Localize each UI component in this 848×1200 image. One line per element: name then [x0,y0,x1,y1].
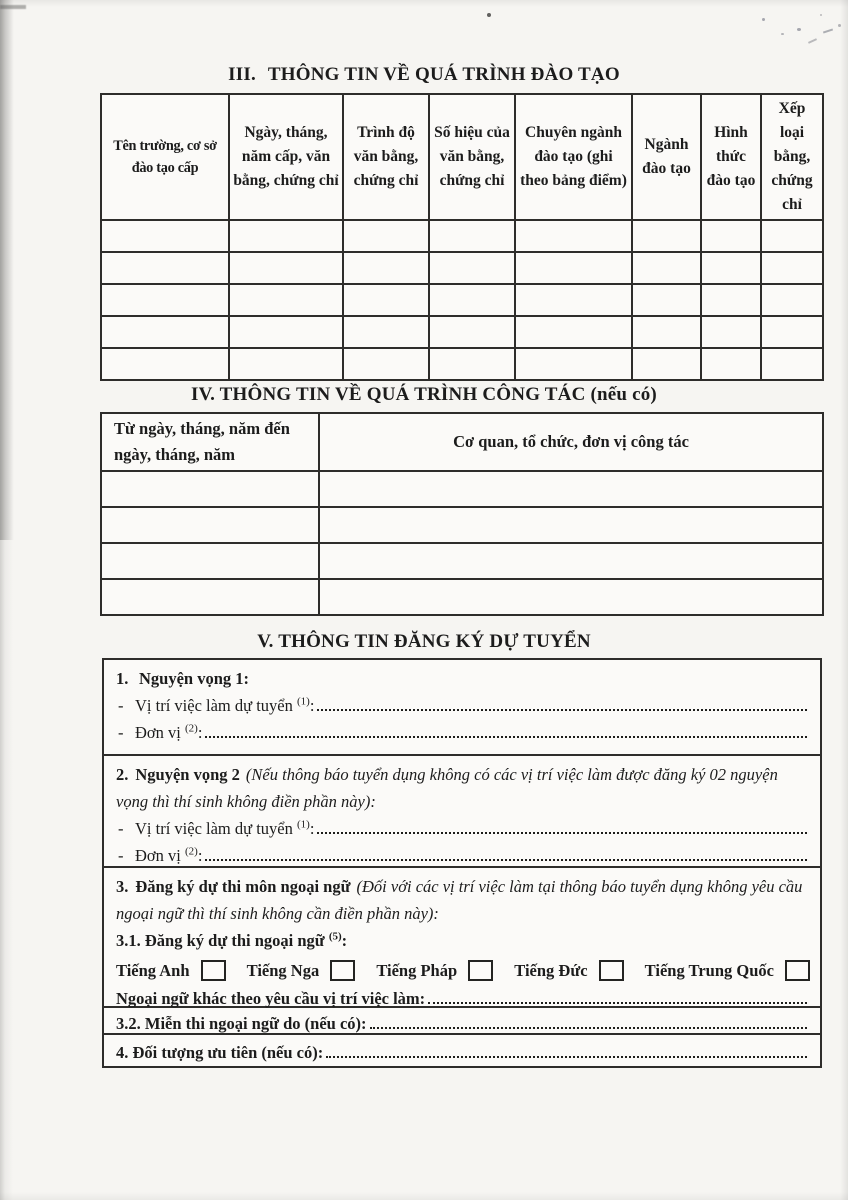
empty-cell [429,316,515,348]
empty-cell [101,348,229,380]
empty-cell [343,316,429,348]
empty-cell [761,316,823,348]
education-empty-row [101,348,823,380]
education-col-degree-level: Trình độ văn bằng, chứng chỉ [343,94,429,220]
section3-title-number: III. [228,64,256,85]
empty-cell [229,252,343,284]
empty-cell [101,543,319,579]
work-col-organization: Cơ quan, tổ chức, đơn vị công tác [319,413,823,471]
empty-cell [229,284,343,316]
work-empty-row [101,471,823,507]
registration-info-box [102,658,822,1068]
education-col-major: Chuyên ngành đào tạo (ghi theo bảng điểm) [515,94,632,220]
checkbox-english [201,960,226,981]
empty-cell [429,252,515,284]
work-empty-row [101,507,823,543]
empty-cell [701,284,761,316]
work-empty-row [101,543,823,579]
empty-cell [632,316,701,348]
footnote-ref-1: (1) [297,818,310,831]
work-col-period: Từ ngày, tháng, năm đến ngày, tháng, năm [101,413,319,471]
item-number: 2. [116,765,129,784]
position-field-line [116,815,810,842]
language-exemption-section [104,1006,820,1033]
language-checkbox-row [116,955,810,985]
language-option-french: Tiếng Pháp [376,956,493,985]
item-heading: Nguyện vọng 2 [135,765,240,784]
unit-field-label: Đơn vị $^{(2)}$: [135,722,203,742]
empty-cell [343,284,429,316]
checkbox-russian [330,960,355,981]
education-empty-row [101,316,823,348]
empty-cell [319,543,823,579]
language-option-chinese: Tiếng Trung Quốc [645,956,810,985]
pencil-mark [781,33,784,35]
empty-cell [515,252,632,284]
empty-cell [101,579,319,615]
dotted-fill-line [428,1002,807,1004]
empty-cell [701,252,761,284]
other-language-label: Ngoại ngữ khác theo yêu cầu vị trí việc làm: [116,989,426,1008]
empty-cell [343,348,429,380]
section4-title: IV. THÔNG TIN VỀ QUÁ TRÌNH CÔNG TÁC (nếu có) [191,384,657,405]
priority-line [116,1039,810,1066]
aspiration2-heading [116,761,810,815]
education-empty-row [101,284,823,316]
checkbox-french [468,960,493,981]
empty-cell [761,348,823,380]
dotted-fill-line [326,1056,807,1058]
dotted-fill-line [205,859,807,861]
pencil-mark [797,28,801,31]
education-history-table [100,93,824,381]
empty-cell [515,220,632,252]
item-note: (Đối với các vị trí việc làm tại thông báo tuyển dụng không yêu cầu ngoại ngữ thì thí sinh không cần điền phần này): [116,877,803,923]
education-empty-row [101,220,823,252]
footnote-ref-2: (2) [184,722,198,735]
empty-cell [515,316,632,348]
footnote-ref-1: (1) [297,695,310,708]
empty-cell [701,316,761,348]
aspiration2-section [104,754,820,866]
item-note: (Nếu thông báo tuyển dụng không có các vị trí việc làm được đăng ký 02 nguyện vọng thì thí sinh không điền phần này): [116,765,778,811]
empty-cell [761,284,823,316]
pencil-mark [762,18,765,21]
empty-cell [101,316,229,348]
position-field-label: Vị trí việc làm dự tuyển $^{(1)}$: [135,695,315,715]
empty-cell [101,284,229,316]
pencil-mark [838,24,841,27]
education-col-training-form: Hình thức đào tạo [701,94,761,220]
work-header-row [101,413,823,471]
language-option-russian: Tiếng Nga [247,956,356,985]
checkbox-chinese [785,960,810,981]
empty-cell [101,471,319,507]
pencil-mark [820,14,822,16]
empty-cell [515,348,632,380]
language-register-line [116,927,810,954]
empty-cell [101,252,229,284]
priority-label: 4. Đối tượng ưu tiên (nếu có): [116,1043,324,1062]
education-col-degree-number: Số hiệu của văn bằng, chứng chỉ [429,94,515,220]
empty-cell [429,220,515,252]
empty-cell [632,220,701,252]
dash-bullet: - [118,846,124,865]
empty-cell [101,220,229,252]
dotted-fill-line [370,1027,807,1029]
education-header-row [101,94,823,220]
priority-section [104,1033,820,1066]
language-exemption-label: 3.2. Miễn thi ngoại ngữ do (nếu có): [116,1014,367,1033]
empty-cell [319,507,823,543]
scan-artifact [0,5,26,9]
section3-title [0,62,848,88]
empty-cell [701,220,761,252]
empty-cell [229,348,343,380]
scan-artifact [487,13,491,17]
aspiration1-heading [116,665,810,692]
position-field-label: Vị trí việc làm dự tuyển $^{(1)}$: [135,818,315,838]
pencil-mark [823,29,833,34]
work-history-table [100,412,824,616]
unit-field-line [116,719,810,746]
pencil-mark [808,38,817,44]
education-col-school: Tên trường, cơ sở đào tạo cấp [101,94,229,220]
item-heading: Đăng ký dự thi môn ngoại ngữ [135,877,351,896]
empty-cell [761,220,823,252]
language-option-german: Tiếng Đức [514,956,623,985]
empty-cell [632,284,701,316]
position-field-line [116,692,810,719]
empty-cell [429,348,515,380]
empty-cell [319,471,823,507]
empty-cell [701,348,761,380]
dash-bullet: - [118,819,124,838]
empty-cell [101,507,319,543]
empty-cell [632,348,701,380]
item-number: 3. [116,877,129,896]
section3-title-text: THÔNG TIN VỀ QUÁ TRÌNH ĐÀO TẠO [267,64,620,85]
empty-cell [343,220,429,252]
language-exam-heading [116,873,810,927]
empty-cell [632,252,701,284]
dash-bullet: - [118,723,124,742]
empty-cell [229,316,343,348]
dotted-fill-line [205,736,807,738]
empty-cell [515,284,632,316]
foreign-language-section [104,866,820,1006]
item-heading: Nguyện vọng 1: [139,669,250,688]
dotted-fill-line [317,832,807,834]
empty-cell [343,252,429,284]
checkbox-german [599,960,624,981]
section5-title: V. THÔNG TIN ĐĂNG KÝ DỰ TUYỂN [257,631,591,652]
education-empty-row [101,252,823,284]
education-col-issue-date: Ngày, tháng, năm cấp, văn bằng, chứng chỉ [229,94,343,220]
empty-cell [319,579,823,615]
dotted-fill-line [317,709,807,711]
education-col-field: Ngành đào tạo [632,94,701,220]
language-option-english: Tiếng Anh [116,956,226,985]
empty-cell [229,220,343,252]
work-empty-row [101,579,823,615]
item-number: 1. [116,669,129,688]
unit-field-line [116,842,810,869]
empty-cell [761,252,823,284]
empty-cell [429,284,515,316]
footnote-ref-2: (2) [184,845,198,858]
sub-item-label: 3.1. Đăng ký dự thi ngoại ngữ $^{(5)}$: [116,930,348,950]
education-col-classification: Xếp loại bằng, chứng chỉ [761,94,823,220]
dash-bullet: - [118,696,124,715]
unit-field-label: Đơn vị $^{(2)}$: [135,845,203,865]
aspiration1-section [104,660,820,754]
footnote-ref-5: (5) [328,930,342,943]
